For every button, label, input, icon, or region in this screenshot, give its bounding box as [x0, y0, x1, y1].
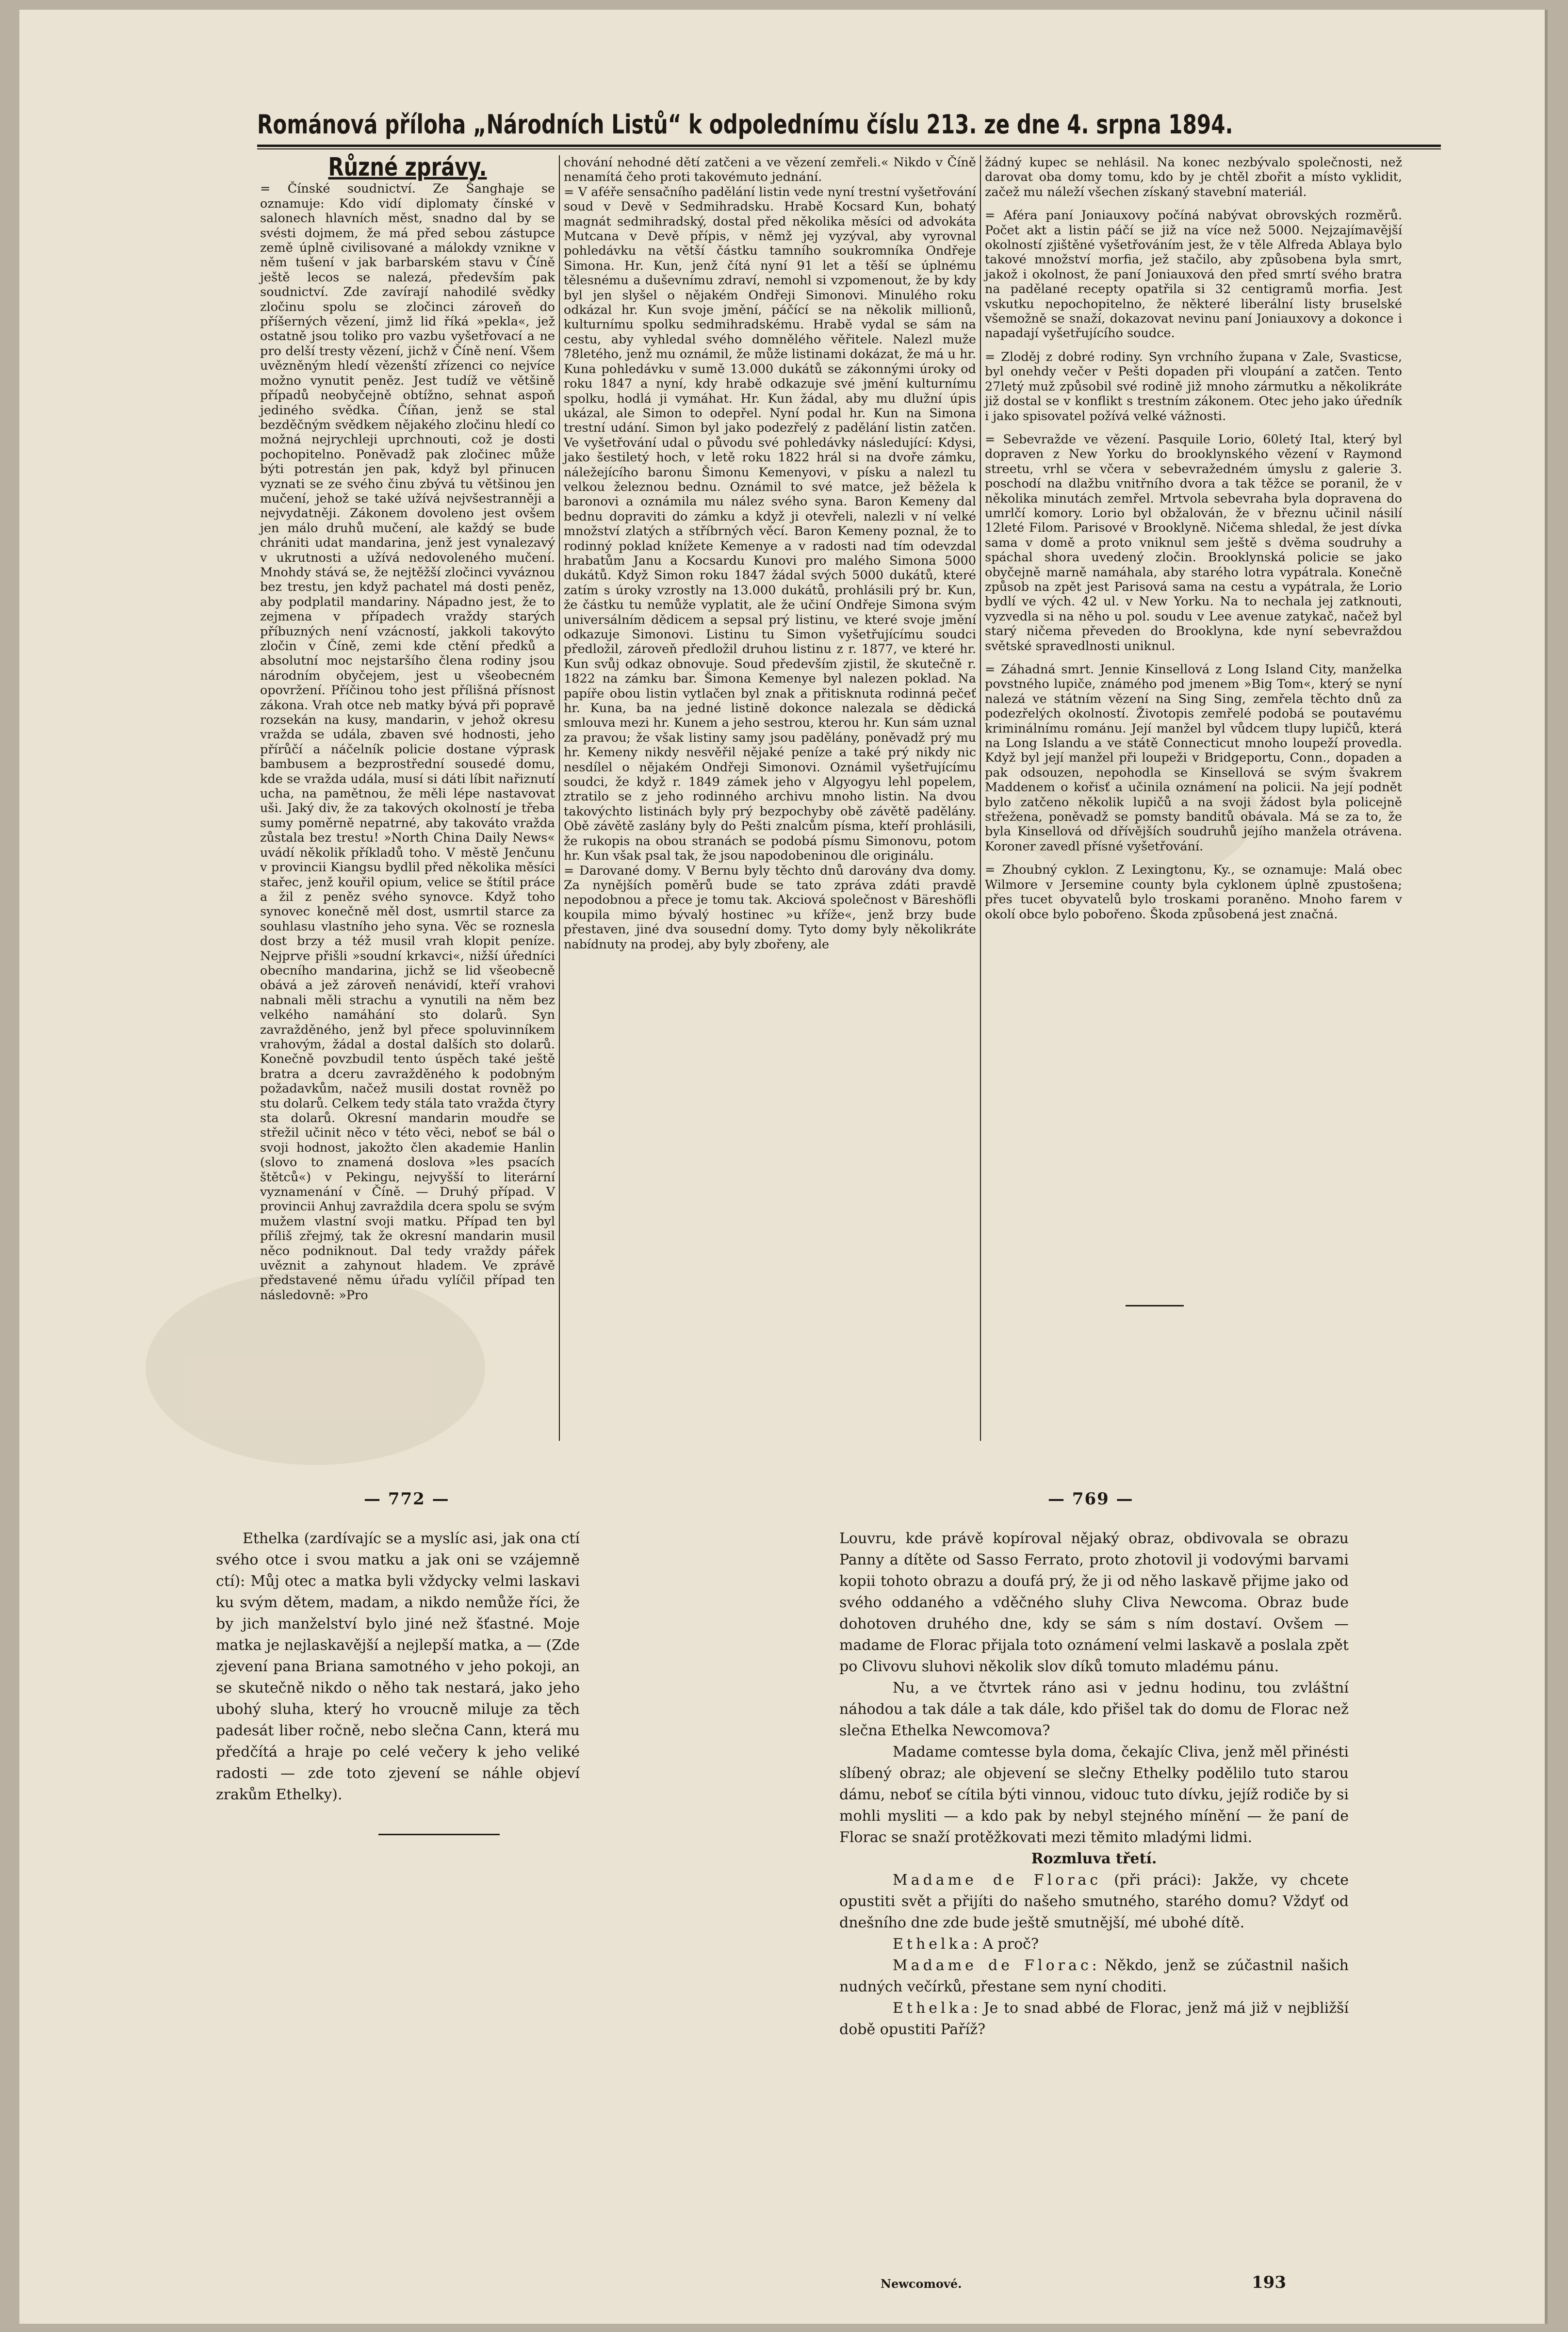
speaker-name: Madame de Florac — [893, 1957, 1092, 1974]
header-rule — [257, 145, 1441, 147]
news-item-suicide: = Sebevražde ve vězení. Pasquile Lorio, 60letý Ital, který byl dopraven z New Yorku do brooklynského vězení v Raymond streetu, vrhl se včera v sebevražedném úmyslu z galerie 3. poschodí na dlažbu vnitřního dvora a tak těžce se poranil, že v několika minutách zemřel. Mrtvola sebevraha byla dopravena do umrlčí komory. Lorio byl obžalován, že v březnu učinil násilí 12leté Filom. Parisové v Brooklyně. Ničema shledal, že jest dívka sama v domě a proto vniknul sem ještě s dvěma soudruhy a spáchal shora uvedený zločin. Brooklynská policie se jako obyčejně marně namáhala, aby starého lotra vypátrala. Konečně způsob na zpět jest Parisová sama na cestu a vypátrala, že Lorio bydlí ve vých. 42 ul. v New Yorku. Na to nechala jej zatknouti, vyzvedla si na něho u pol. soudu v Lee avenue zatykač, načež byl starý ničema převeden do Brooklyna, kde nyní sebevraždou světské spravedlnosti uniknul. — [985, 432, 1402, 653]
section-end-rule — [378, 1834, 500, 1835]
dialogue-line — [839, 1934, 1349, 1955]
supplement-header: Románová příloha „Národních Listů“ k odpolednímu číslu 213. ze dne 4. srpna 1894. — [257, 109, 1233, 140]
news-item-thief: = Zloděj z dobré rodiny. Syn vrchního župana v Zale, Svasticse, byl onehdy večer v Pešti dopaden při vloupání a zatčen. Tento 27letý muž způsobil své rodině již mnoho zármutku a několikráte již dostal se v konflikt s trestním zákonem. Otec jeho jako úředník i jako spisovatel požívá velké vážnosti. — [985, 349, 1402, 424]
news-item-chinese-justice: = Čínské soudnictví. Ze Šanghaje se oznamuje: Kdo vidí diplomaty čínské v salonech hlavních měst, snadno dal by se svésti dojmem, že má před sebou zástupce země úplně civilisované a málokdy vznikne v něm tušení v jak barbarském stavu v Číně ještě lecos se nalezá, především pak soudnictví. Zde zavírají nahodilé svědky zločinu spolu se zločinci zároveň do příšerných vězení, jimž lid říká »pekla«, jež ostatně jsou toliko pro vazbu vyšetřovací a ne pro delší tresty vězení, jichž v Číně není. Všem uvězněným hledí vězenští zřízenci co nejvíce možno vynutit peněz. Jest tudíž ve většině případů neobyčejně obtížno, sehnat aspoň jediného svědka. Číňan, jenž se stal bezděčným svědkem nějakého zločinu hledí co možná nejrychleji uprchnouti, což je dosti pochopitelno. Poněvadž pak zločinec může býti potrestán jen pak, když byl přinucen vyznati se ze svého činu zbývá tu většinou jen mučení, jehož se také užívá nejvšestranněji a nejvydatněji. Zákonem dovoleno jest ovšem jen málo druhů mučení, ale každý se bude chrániti udat mandarina, jenž jest vynalezavý v ukrutnosti a užívá nedovoleného mučení. Mnohdy stává se, že nejtěžší zločinci vyváznou bez trestu, jen když pachatel má dosti peněz, aby podplatil mandariny. Nápadno jest, že to zejmena v případech vraždy starých příbuzných není vzácností, jakkoli takovýto zločin v Číně, zemi kde ctění předků a absolutní moc nejstaršího člena rodiny jsou národním obyčejem, jest u všeobecném opovržení. Příčinou toho jest přílišná přísnost zákona. Vrah otce neb matky bývá při popravě rozsekán na kusy, mandarin, v jehož okresu vražda se udála, zbaven své hodnosti, jeho přírůčí a náčelník policie dostane výprask bambusem a bezprostřední sousedé domu, kde se vražda udála, musí si dáti líbit nařiznutí ucha, na pamětnou, že měli lépe nastavovat uši. Jaký div, že za takových okolností je třeba sumy poměrně nepatrné, aby takováto vražda zůstala bez trestu! »North China Daily News« uvádí několik příkladů toho. V městě Jenčunu v provincii Kiangsu bydlil před několika měsíci stařec, jenž kouřil opium, velice se štítil práce a žil z peněz svého synovce. Když toho synovec konečně měl dost, usmrtil starce za souhlasu vlastního jeho syna. Věc se roznesla dost brzy a též musil vrah klopit peníze. Nejprve přišli »soudní krkavci«, nižší úředníci obecního mandarina, jichž se lid všeobecně obává a jež zároveň nenávidí, kteří vrahovi nabnali měli strachu a vynutili na něm bez velkého namáhání sto dolarů. Syn zavražděného, jenž byl přece spoluvinníkem vrahovým, žádal a dostal dalších sto dolarů. Konečně povzbudil tento úspěch také ještě bratra a dceru zavražděného k podobným požadavkům, načež musili dostat rovněž po stu dolarů. Celkem tedy stála tato vražda čtyry sta dolarů. Okresní mandarin moudře se střežil učinit něco v této věci, neboť se bál o svoji hodnost, jakožto člen akademie Hanlin (slovo to znamená doslova »les psacích štětců«) v Pekingu, nejvyšší to literární vyznamenání v Číně. — Druhý případ. V provincii Anhuj zavraždila dcera spolu se svým mužem vlastní svoji matku. Případ ten byl příliš zřejmý, tak že okresní mandarin musil něco podniknout. Dal tedy vraždy pářek uvěznit a zahynout hladem. Ve zprávě představené němu úřadu vylíčil případ ten následovně: »Pro — [260, 181, 555, 1303]
news-item-mysterious-death: = Záhadná smrt. Jennie Kinsellová z Long Island City, manželka povstného lupiče, známého pod jmenem »Big Tom«, který se nyní nalezá ve státním vězení na Sing Sing, zemřela těchto dnů za podezřelých okolností. Životopis zemřelé podobá se poutavému kriminálnímu románu. Její manžel byl vůdcem tlupy lupičů, která na Long Islandu a ve státě Connecticut mnoho loupeží provedla. Když byl její manžel při loupeži v Bridgeportu, Conn., dopaden a pak odsouzen, nepohodla se Kinsellová se svým švakrem Maddenem o kořisť a učinila oznámení na policii. Na její podnět bylo zatčeno několik lupičů a na svoji žádost byla policejně střežena, poněvadž se pomsty banditů obávala. Má se za to, že byla Kinsellová od dřívějších soudruhů jejího manžela otrávena. Koroner zavedl přísné vyšetřování. — [985, 662, 1402, 854]
newspaper-sheet — [19, 10, 1548, 2324]
novel-left-column — [216, 1528, 580, 1803]
news-item-forgery: = V aféře sensačního padělání listin vede nyní trestní vyšetřování soud v Devě v Sedmihradsku. Hrabě Kocsard Kun, bohatý magnát sedmihradský, dostal před několika měsíci od advokáta Mutcana v Devě přípis, v němž jej vyzýval, aby vyrovnal pohledávku na větší částku tamního soukromníka Ondřeje Simona. Hr. Kun, jenž čítá nyní 91 let a těší se úplnému tělesnému a duševnímu zdraví, nemohl si vzpomenout, že by kdy byl jen slyšel o nějakém Ondřeji Simonovi. Minulého roku odkázal hr. Kun svoje jmění, páčící se na několik millionů, kulturnímu spolku sedmihradskému. Hrabě vydal se sám na cestu, aby vyhledal svého domnělého věřitele. Nalezl muže 78letého, jenž mu oznámil, že může listinami dokázat, že má u hr. Kuna pohledávku v sumě 13.000 dukátů se zákonnými úroky od roku 1847 a nyní, kdy hrabě odkazuje své jmění kulturnímu spolku, hodlá ji vymáhat. Hr. Kun žádal, aby mu dlužní úpis ukázal, ale Simon to odepřel. Nyní podal hr. Kun na Simona trestní udání. Simon byl jako podezřelý z padělání listin zatčen. Ve vyšetřování udal o původu své pohledávky následující: Kdysi, jako šestiletý hoch, v letě roku 1822 hrál si na dvoře zámku, náležejícího baronu Šimonu Kemenyovi, v písku a nalezl tu velkou železnou bednu. Oznámil to své matce, jež běžela k baronovi a oznámila mu nález svého syna. Baron Kemeny dal bednu dopraviti do zámku a když ji otevřeli, nalezli v ní velké množství zlatých a stříbrných věcí. Baron Kemeny poznal, že to rodinný poklad knížete Kemenye a v radosti nad tím odevzdal hrabatům Janu a Kocsardu Kunovi pro malého Simona 5000 dukátů. Když Simon roku 1847 žádal svých 5000 dukátů, které zatím s úroky vzrostly na 13.000 dukátů, prohlásili prý br. Kun, že částku tu nemůže vyplatit, ale že učiní Ondřeje Simona svým universálním dědicem a sepsal prý listinu, ve které svoje jmění odkazuje Simonovi. Listinu tu Simon vyšetřujícímu soudci předložil, zároveň předložil druhou listinu z r. 1877, ve které hr. Kun svůj odkaz obnovuje. Soud především zjistil, že skutečně r. 1822 na zámku bar. Šimona Kemenye byl nalezen poklad. Na papíře obou listin vytlačen byl znak a přitisknuta rodinná pečeť hr. Kuna, ba na jedné listině dokonce nalezala se dědická smlouva mezi hr. Kunem a jeho sestrou, kterou hr. Kun sám uznal za pravou; že však listiny samy jsou padělány, poněvadž prý mu hr. Kemeny nikdy nesvěřil nějaké peníze a také prý nikdy nic nesdílel o nějakém Ondřeji Simonovi. Oznámil vyšetřujícímu soudci, že když r. 1849 zámek jeho v Algyogyu lehl popelem, ztratilo se z jeho rodinného archivu mnoho listin. Na dvou takovýchto listinách byly prý bezpochyby obě závětě padělány. Obě závětě zaslány byly do Pešti znalcům písma, kteří prohlásili, že rukopis na obou stranách se podobá písmu Simonovu, potom hr. Kun však psal tak, že jsou napodobeninou dle originálu. — [564, 184, 976, 864]
header-rule-thin — [257, 148, 1441, 149]
news-item-donated-houses: = Darované domy. V Bernu byly těchto dnů darovány dva domy. Za nynějších poměrů bude se tato zpráva zdáti pravdě nepodobnou a přece je tomu tak. Akciová společnost v Bäreshöfli koupila mimo bývalý hostinec »u kříže«, jenž brzy bude přestaven, jiné dva sousední domy. Tyto domy byly několikráte nabídnuty na prodej, aby byly zbořeny, ale — [564, 863, 976, 952]
footer-page-number: 193 — [1252, 2273, 1286, 2292]
news-item-continuation: žádný kupec se nehlásil. Na konec nezbývalo společnosti, než darovat oba domy tomu, kdo by je chtěl zbořit a místo vyklidit, začež mu náleží všechen získaný stavební materiál. — [985, 155, 1402, 199]
dialogue-line — [839, 1955, 1349, 1998]
dialogue-line — [839, 1998, 1349, 2040]
novel-paragraph: Ethelka (zardívajíc se a myslíc asi, jak ona ctí svého otce i svou matku a jak oni se vzájemně ctí): Můj otec a matka byli vždycky velmi laskavi ku svým dětem, madam, a nikdo nemůže říci, že by jich manželství bylo jiné než šťastné. Moje matka je nejlaskavější a nejlepší matka, a — (Zde zjevení pana Briana samotného v jeho pokoji, an se skutečně nikdo o něho tak nestará, jako jeho ubohý sluha, který ho vroucně miluje za těch padesát liber ročně, nebo slečna Cann, která mu předčítá a hraje po celé večery k jeho veliké radosti — zde toto zjevení se náhle objeví zrakům Ethelky). — [216, 1530, 580, 1803]
news-column-2 — [564, 155, 976, 1446]
page-number-right: — 769 — — [1048, 1489, 1134, 1509]
dialogue-line — [839, 1870, 1349, 1934]
novel-right-column — [839, 1528, 1349, 2275]
speaker-name: Ethelka — [893, 1936, 973, 1953]
speaker-name: Madame de Florac — [893, 1872, 1102, 1889]
news-item-cyclone: = Zhoubný cyklon. Z Lexingtonu, Ky., se oznamuje: Malá obec Wilmore v Jersemine county byla cyklonem úplně zpustošena; přes tucet obyvatelů bylo troskami poraněno. Mnoho farem v okolí obce bylo pobořeno. Škoda způsobená jest značná. — [985, 863, 1402, 922]
news-item-continuation: chování nehodné dětí zatčeni a ve vězení zemřeli.« Nikdo v Číně nenamítá čeho proti takovémuto jednání. — [564, 155, 976, 185]
footer-signature: Newcomové. — [881, 2277, 962, 2291]
column-divider — [980, 155, 981, 1441]
dialogue-text: (při práci): Jakže, vy chcete opustiti svět a přijíti do našeho smutného, starého domu? Vždyť od dnešního dne zde bude ještě smutnější, mé ubohé dítě. — [839, 1872, 1349, 1931]
dialogue-text: : Je to snad abbé de Florac, jenž má již v nejbližší době opustiti Paříž? — [839, 2000, 1349, 2038]
section-title: Různé zprávy. — [328, 153, 487, 182]
page-number-left: — 772 — — [364, 1489, 450, 1509]
column-divider — [559, 155, 560, 1441]
novel-paragraph: Madame comtesse byla doma, čekajíc Cliva, jenž měl přinésti slíbený obraz; ale objevení se slečny Ethelky podělilo tuto starou dámu, neboť se cítila býti vinnou, vidouc tuto dívku, jejíž rodiče by si mohli mysliti — a kdo pak by nebyl stejného mínění — že paní de Florac se snaží protěžkovati mezi těmito mladými lidmi. — [839, 1744, 1349, 1846]
dialogue-text: : Někdo, jenž se zúčastnil našich nudných večírků, přestane sem nyní choditi. — [839, 1957, 1349, 1995]
speaker-name: Ethelka — [893, 2000, 973, 2017]
dialogue-text: : A proč? — [973, 1936, 1039, 1953]
news-item-joniaux: = Aféra paní Joniauxovy počíná nabývat obrovských rozměrů. Počet akt a listin páčí se již na více než 5000. Nejzajímavější okolností zjištěné vyšetřováním jest, že v těle Alfreda Ablaya bylo takové množství morfia, jež stačilo, aby způsobena byla smrt, jakož i okolnost, že paní Joniauxová den před smrtí svého bratra na padělané recepty opatřila si 32 centigramů morfia. Jest vskutku nepochopitelno, že některé liberální listy bruselské všemožně se snaží, dokazovat nevinu paní Joniauxovy a dokonce i napadají vyšetřujícího soudce. — [985, 208, 1402, 341]
novel-paragraph: Louvru, kde právě kopíroval nějaký obraz, obdivovala se obrazu Panny a dítěte od Sasso Ferrato, proto zhotovil ji vodovými barvami kopii tohoto obrazu a doufá prý, že ji od něho laskavě přijme jako od svého oddaného a vděčného sluhy Cliva Newcoma. Obraz bude dohotoven druhého dne, kdy se sám s ním dostaví. Ovšem — madame de Florac přijala toto oznámení velmi laskavě a poslala zpět po Clivovu sluhovi několik slov díků tomuto mladému pánu. — [839, 1530, 1349, 1675]
news-column-3 — [985, 155, 1402, 1310]
chapter-heading: Rozmluva třetí. — [1031, 1850, 1157, 1867]
novel-paragraph: Nu, a ve čtvrtek ráno asi v jednu hodinu, tou zvláštní náhodou a tak dále a tak dále, kdo přišel tak do domu de Florac než slečna Ethelka Newcomova? — [839, 1680, 1349, 1739]
end-rule — [1126, 1305, 1184, 1306]
news-column-1 — [260, 155, 555, 1446]
